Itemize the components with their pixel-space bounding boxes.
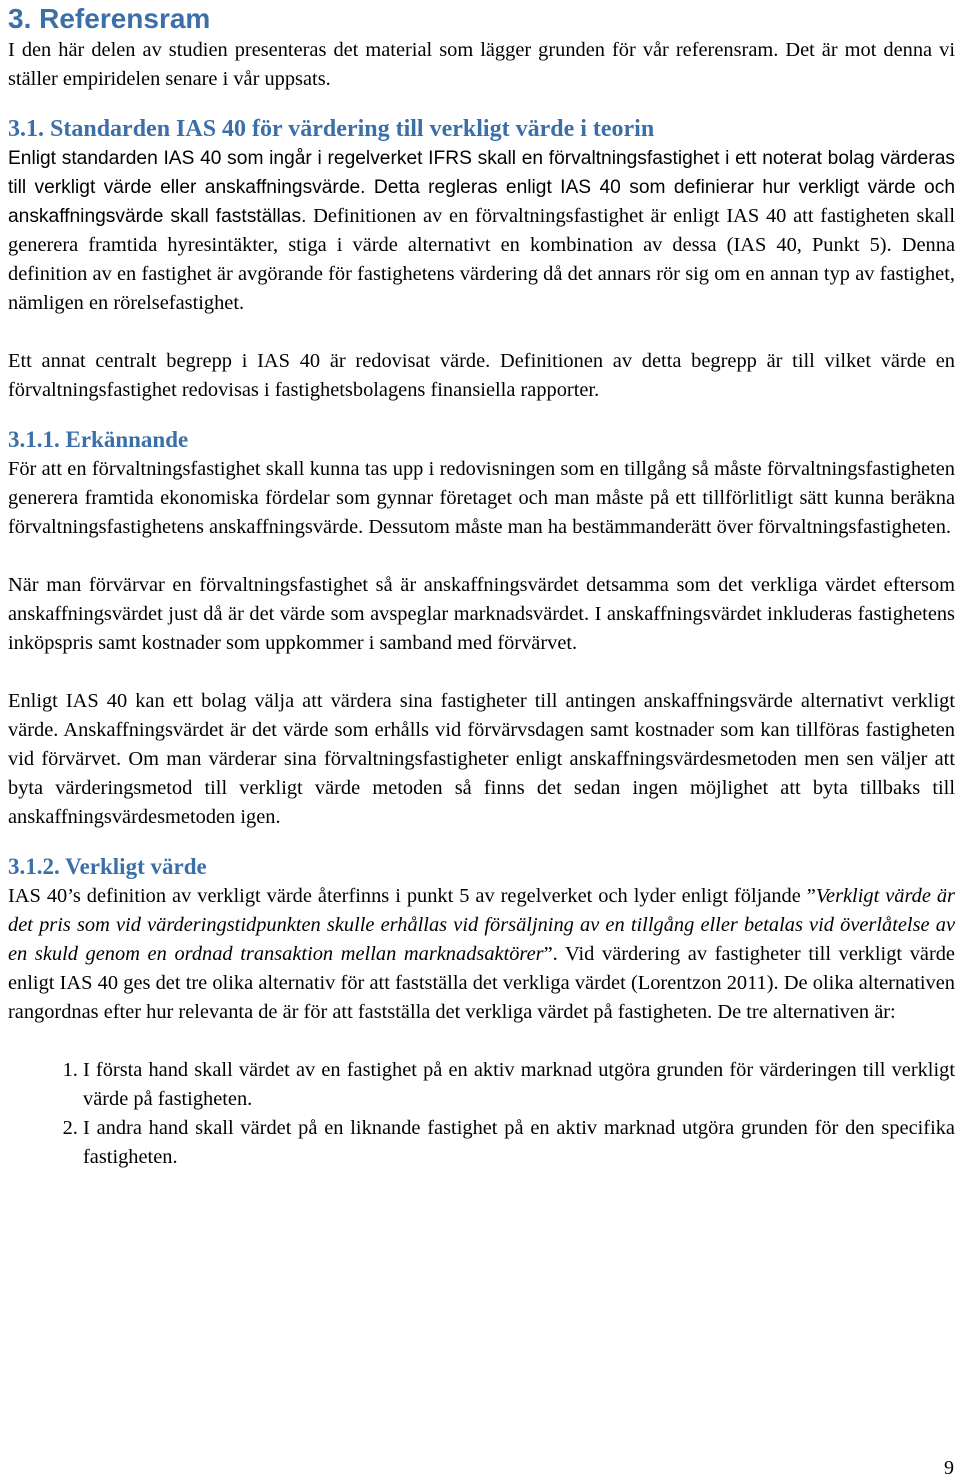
section-3-intro: I den här delen av studien presenteras det material som lägger grunden för vår referensram. Det är mot denna vi ställer empiridelen senare i vår uppsats. (8, 39, 955, 90)
section-3-1-1-paragraph-2: När man förvärvar en förvaltningsfastighet så är anskaffningsvärdet detsamma som det verkliga värdet eftersom anskaffningsvärdet just då är det värde som avspeglar marknadsvärdet. I anskaffningsvärdet inkluderas fastighetens inköpspris samt kostnader som uppkommer i samband med förvärvet. (8, 574, 955, 654)
spacer (8, 94, 955, 114)
section-3-1-1-paragraph-1: För att en förvaltningsfastighet skall kunna tas upp i redovisningen som en tillgång så måste förvaltningsfastigheten generera framtida ekonomiska fördelar som gynnar företaget och man måste på ett tillförlitligt sätt kunna beräkna förvaltningsfastighetens anskaffningsvärde. Dessutom måste man ha bestämmanderätt över förvaltningsfastigheten. (8, 458, 955, 538)
list-item: 2. I andra hand skall värdet på en liknande fastighet på en aktiv marknad utgöra grunden för den specifika fastigheten. (83, 1114, 955, 1172)
spacer (8, 542, 955, 571)
paragraph-lead: IAS 40’s definition av verkligt värde återfinns i punkt 5 av regelverket och lyder enligt följande ” (8, 885, 816, 907)
section-3-1-paragraph-2: Ett annat centralt begrepp i IAS 40 är redovisat värde. Definitionen av detta begrepp är till vilket värde en förvaltningsfastighet redovisas i fastighetsbolagens finansiella rapporter. (8, 350, 955, 401)
spacer (8, 1027, 955, 1056)
section-3-1-1-paragraph-3: Enligt IAS 40 kan ett bolag välja att värdera sina fastigheter till antingen anskaffningsvärde alternativt verkligt värde. Anskaffningsvärdet är det värde som erhålls vid förvärvsdagen samt kostnader som kan tillföras fastigheten vid förvärvet. Om man värderar sina förvaltningsfastigheter enligt anskaffningsvärdesmetoden men sen väljer att byta värderingsmetod till verkligt värde metoden så finns det sedan ingen möjlighet att byta tillbaks till anskaffningsvärdesmetoden igen. (8, 690, 955, 828)
list-item: 1. I första hand skall värdet av en fastighet på en aktiv marknad utgöra grunden för värderingen till verkligt värde på fastigheten. (83, 1056, 955, 1114)
paragraph-part-b: Definitionen av en förvaltningsfastighet är enligt IAS 40 att fastigheten skall generera framtida hyresintäkter, stiga i värde alternativt en kombination av dessa (IAS 40, Punkt 5). Denna definition av en fastighet är avgörande för fastighetens värdering då det annars rör sig om en annan typ av fastighet, nämligen en rörelsefastighet. (8, 205, 956, 314)
page-number: 9 (944, 1457, 954, 1479)
spacer (8, 318, 955, 347)
definition-quote: Verkligt värde är det pris som vid värderingstidpunkten skulle erhållas vid försäljning av en tillgång eller betalas vid överlåtelse av en skuld genom en ordnad transaktion mellan marknadsaktörer (8, 885, 955, 965)
section-heading-3-1-2: 3.1.2. Verkligt värde (8, 854, 207, 879)
spacer (8, 658, 955, 687)
section-3-1-2-paragraph-1 (8, 882, 955, 1027)
section-heading-3: 3. Referensram (8, 3, 211, 34)
document-page (8, 0, 955, 1172)
section-heading-3-1: 3.1. Standarden IAS 40 för värdering till verkligt värde i teorin (8, 116, 655, 142)
paragraph-part-a: Enligt standarden IAS 40 som ingår i regelverket IFRS skall en förvaltningsfastighet i ett noterat bolag värderas till verkligt värde eller anskaffningsvärde. Detta regleras enligt IAS 40 som definierar hur verkligt värde och anskaffningsvärde skall fastställas. (8, 148, 955, 227)
section-3-1-paragraph-1 (8, 144, 955, 318)
spacer (8, 832, 955, 852)
section-heading-3-1-1: 3.1.1. Erkännande (8, 427, 189, 452)
alternatives-list (8, 1056, 955, 1172)
paragraph-tail: ”. Vid värdering av fastigheter till verkligt värde enligt IAS 40 ges det tre olika alternativ för att fastställa det verkliga värdet (Lorentzon 2011). De olika alternativen rangordnas efter hur relevanta de är för att fastställa det verkliga värdet på fastigheten. De tre alternativen är: (8, 943, 955, 1023)
spacer (8, 405, 955, 425)
